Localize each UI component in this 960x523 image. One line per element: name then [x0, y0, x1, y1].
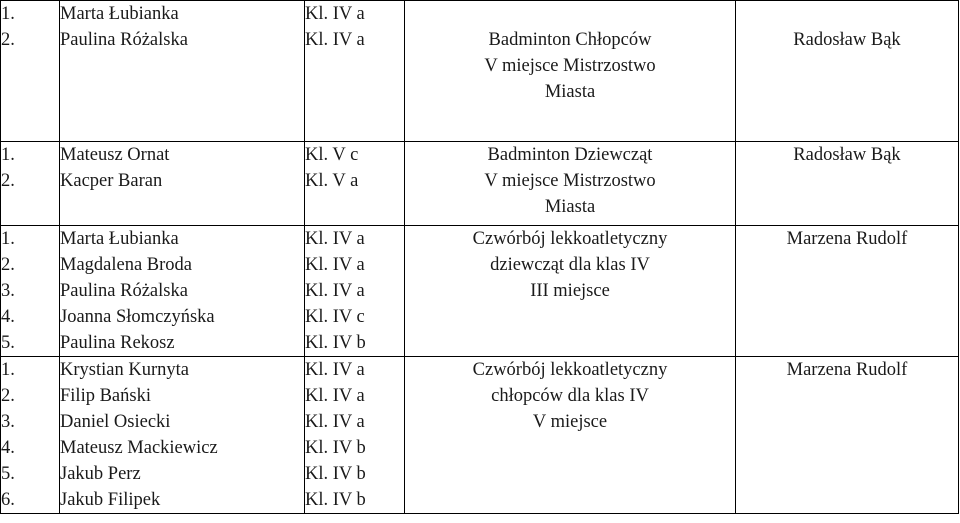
class-cell — [305, 226, 405, 357]
student-name: Marta Łubianka — [60, 4, 179, 24]
student-names-cell — [60, 142, 305, 226]
student-names-cell — [60, 226, 305, 357]
list-number: 1. — [1, 4, 15, 24]
competition-line: Miasta — [544, 82, 596, 102]
competition-line: Czwórbój lekkoatletyczny — [472, 229, 668, 249]
student-class: Kl. V c — [305, 145, 359, 165]
coach-name: Marzena Rudolf — [786, 360, 908, 380]
coach-name: Radosław Bąk — [793, 145, 901, 165]
student-name: Krystian Kurnyta — [60, 360, 189, 380]
list-number: 1. — [1, 360, 15, 380]
student-name: Marta Łubianka — [60, 229, 179, 249]
student-names-cell — [60, 357, 305, 514]
number-cell — [1, 1, 60, 142]
table-row — [1, 226, 959, 357]
student-name: Filip Bański — [60, 386, 151, 406]
student-name: Daniel Osiecki — [60, 412, 171, 432]
student-name: Paulina Różalska — [60, 30, 188, 50]
class-cell — [305, 357, 405, 514]
student-class: Kl. IV a — [305, 386, 365, 406]
competition-line: V miejsce Mistrzostwo — [484, 56, 656, 76]
coach-name: Marzena Rudolf — [786, 229, 908, 249]
list-number: 2. — [1, 255, 15, 275]
list-number: 1. — [1, 229, 15, 249]
list-number: 2. — [1, 30, 15, 50]
list-number: 1. — [1, 145, 15, 165]
student-class: Kl. IV a — [305, 229, 365, 249]
student-class: Kl. IV a — [305, 4, 365, 24]
table-row — [1, 1, 959, 142]
student-name: Kacper Baran — [60, 171, 163, 191]
competition-line: Czwórbój lekkoatletyczny — [472, 360, 668, 380]
list-number: 6. — [1, 490, 15, 510]
table-row — [1, 142, 959, 226]
coach-name: Radosław Bąk — [793, 30, 901, 50]
student-class: Kl. IV a — [305, 360, 365, 380]
class-cell — [305, 1, 405, 142]
competition-line: V miejsce — [532, 412, 608, 432]
list-number: 3. — [1, 281, 15, 301]
student-class: Kl. IV b — [305, 438, 366, 458]
student-name: Jakub Perz — [60, 464, 141, 484]
list-number: 5. — [1, 333, 15, 353]
student-class: Kl. IV b — [305, 464, 366, 484]
table-row — [1, 357, 959, 514]
competition-line: Miasta — [544, 197, 596, 217]
student-class: Kl. IV a — [305, 255, 365, 275]
student-name: Mateusz Mackiewicz — [60, 438, 218, 458]
list-number: 4. — [1, 438, 15, 458]
student-class: Kl. IV c — [305, 307, 365, 327]
competition-line: V miejsce Mistrzostwo — [484, 171, 656, 191]
coach-cell — [736, 142, 959, 226]
student-class: Kl. IV a — [305, 412, 365, 432]
list-number: 3. — [1, 412, 15, 432]
student-name: Paulina Różalska — [60, 281, 188, 301]
student-name: Magdalena Broda — [60, 255, 193, 275]
competition-cell — [405, 357, 736, 514]
student-class: Kl. V a — [305, 171, 359, 191]
student-class: Kl. IV a — [305, 281, 365, 301]
student-class: Kl. IV b — [305, 333, 366, 353]
competition-cell — [405, 226, 736, 357]
student-name: Paulina Rekosz — [60, 333, 175, 353]
competition-line: dziewcząt dla klas IV — [490, 255, 650, 275]
competition-line: Badminton Chłopców — [488, 30, 652, 50]
coach-cell — [736, 1, 959, 142]
class-cell — [305, 142, 405, 226]
list-number: 2. — [1, 171, 15, 191]
student-name: Jakub Filipek — [60, 490, 161, 510]
list-number: 4. — [1, 307, 15, 327]
list-number: 2. — [1, 386, 15, 406]
student-class: Kl. IV a — [305, 30, 365, 50]
competition-line: chłopców dla klas IV — [491, 386, 649, 406]
student-name: Joanna Słomczyńska — [60, 307, 215, 327]
number-cell — [1, 357, 60, 514]
competition-cell — [405, 1, 736, 142]
student-class: Kl. IV b — [305, 490, 366, 510]
coach-cell — [736, 226, 959, 357]
student-names-cell — [60, 1, 305, 142]
list-number: 5. — [1, 464, 15, 484]
competition-line: Badminton Dziewcząt — [487, 145, 653, 165]
competition-line: III miejsce — [530, 281, 610, 301]
student-name: Mateusz Ornat — [60, 145, 170, 165]
number-cell — [1, 142, 60, 226]
competition-cell — [405, 142, 736, 226]
number-cell — [1, 226, 60, 357]
coach-cell — [736, 357, 959, 514]
